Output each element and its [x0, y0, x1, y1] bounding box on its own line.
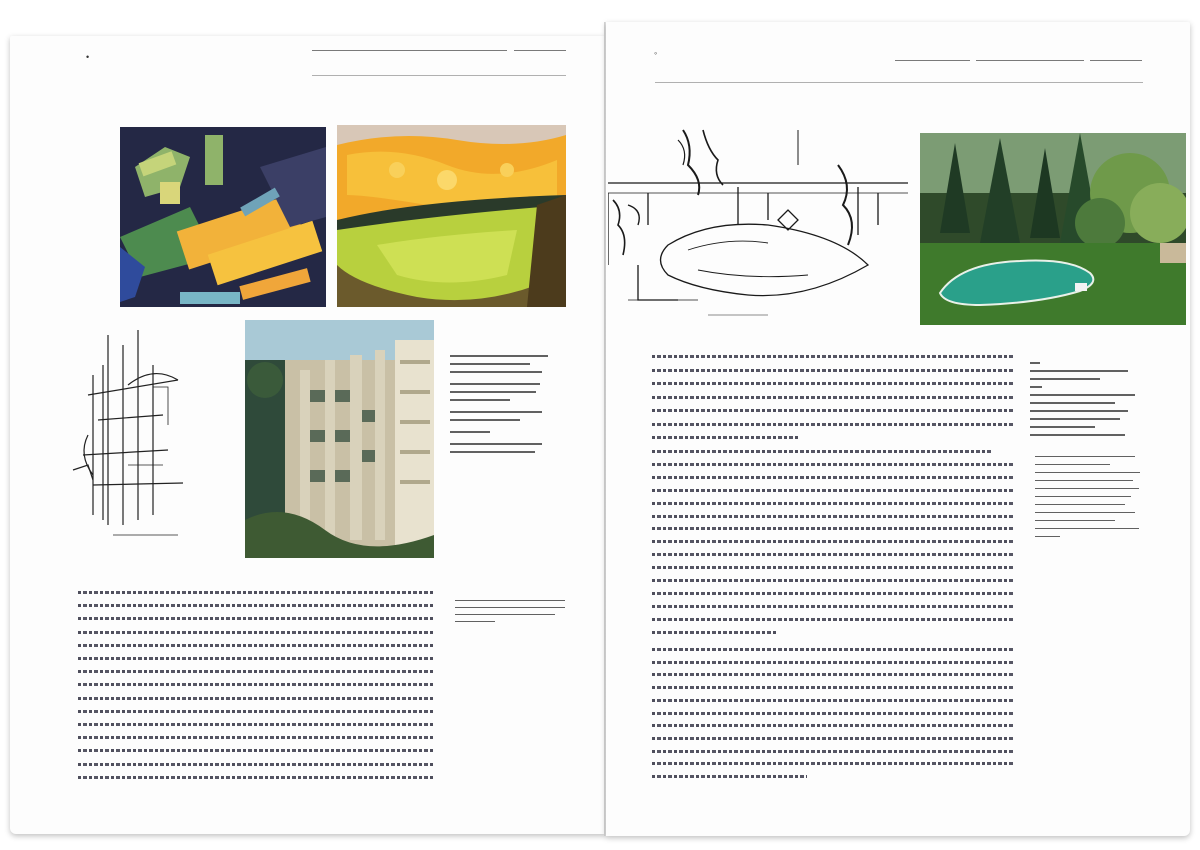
caption-line: [1035, 496, 1131, 497]
caption-line: [1035, 536, 1060, 537]
caption-line: [1030, 410, 1128, 412]
caption-line: [1030, 426, 1095, 428]
body-text-line: [652, 579, 1015, 582]
body-text-line: [78, 710, 434, 713]
caption-line: [450, 419, 520, 421]
caption-line: [450, 363, 530, 365]
caption-line: [1030, 386, 1042, 388]
body-text-line: [652, 712, 1015, 715]
body-text-line: [652, 661, 1015, 664]
caption-line: [455, 607, 565, 608]
body-text-line: [652, 489, 1015, 492]
body-text-line: [78, 749, 434, 752]
body-text-line: [652, 724, 1015, 727]
caption-line: [450, 383, 540, 385]
garden-pool-sketch-image: [608, 125, 908, 320]
body-text-line: [652, 423, 1015, 426]
caption-line: [1035, 464, 1110, 465]
body-text-line: [78, 683, 434, 686]
caption-line: [1035, 520, 1115, 521]
caption-line: [1030, 434, 1125, 436]
body-text-line: [78, 591, 434, 594]
right-header-rule-4: [655, 82, 1143, 83]
body-text-line: [78, 776, 434, 779]
caption-line: [455, 614, 555, 615]
body-text-line: [78, 670, 434, 673]
caption-line: [450, 431, 490, 433]
left-header-rule-3: [312, 75, 566, 76]
body-text-line: [652, 686, 1015, 689]
body-text-line: [652, 605, 1015, 608]
body-text-line: [652, 382, 1015, 385]
right-header-rule: [895, 60, 970, 61]
caption-line: [455, 600, 565, 601]
body-text-line: [652, 502, 1015, 505]
melting-landscape-painting-image: [337, 125, 566, 307]
body-text-line: [78, 617, 434, 620]
caption-line: [1030, 370, 1128, 372]
caption-line: [1030, 402, 1115, 404]
body-text-line: [652, 369, 1015, 372]
caption-line: [455, 621, 495, 622]
body-text-line: [78, 697, 434, 700]
right-page-mark: ◦: [654, 48, 658, 58]
body-text-line: [652, 476, 1015, 479]
body-text-line: [652, 618, 1015, 621]
body-text-line: [652, 737, 1015, 740]
body-text-line: [652, 515, 1015, 518]
abstract-painting-image: [120, 127, 326, 307]
garden-pool-photo-image: [920, 133, 1186, 325]
body-text-line: [78, 631, 434, 634]
caption-line: [450, 451, 535, 453]
body-text-line: [78, 604, 434, 607]
left-header-rule-2: [514, 50, 566, 51]
body-text-line: [652, 566, 1015, 569]
caption-line: [450, 443, 542, 445]
body-text-line: [652, 762, 1015, 765]
architectural-sketch-image: [68, 325, 198, 547]
body-text-line: [652, 527, 1015, 530]
caption-line: [1035, 504, 1125, 505]
body-text-line: [652, 775, 807, 778]
body-text-line: [652, 436, 800, 439]
caption-line: [450, 371, 542, 373]
caption-line: [450, 411, 542, 413]
caption-line: [1035, 472, 1140, 473]
body-text-line: [652, 409, 1015, 412]
body-text-line: [78, 657, 434, 660]
caption-line: [1030, 362, 1040, 364]
caption-line: [1035, 528, 1139, 529]
caption-line: [1035, 512, 1135, 513]
body-text-line: [652, 540, 1015, 543]
caption-line: [1030, 378, 1100, 380]
body-text-line: [652, 699, 1015, 702]
left-header-rule: [312, 50, 507, 51]
caption-line: [1030, 394, 1135, 396]
body-text-line: [78, 736, 434, 739]
right-header-rule-2: [976, 60, 1084, 61]
body-text-line: [652, 553, 1015, 556]
body-text-line: [652, 592, 1015, 595]
caption-line: [1035, 488, 1139, 489]
body-text-line: [652, 648, 1015, 651]
caption-line: [450, 391, 536, 393]
caption-line: [1035, 456, 1135, 457]
body-text-line: [652, 396, 1015, 399]
body-text-line: [652, 631, 777, 634]
caption-line: [450, 355, 548, 357]
left-page-mark: •: [86, 52, 90, 62]
body-text-line: [652, 450, 992, 453]
body-text-line: [652, 355, 1015, 358]
caption-line: [1035, 480, 1133, 481]
body-text-line: [652, 673, 1015, 676]
body-text-line: [78, 763, 434, 766]
body-text-line: [78, 644, 434, 647]
caption-line: [450, 399, 510, 401]
body-text-line: [652, 463, 1015, 466]
building-facade-photo-image: [245, 320, 434, 558]
body-text-line: [78, 723, 434, 726]
right-header-rule-3: [1090, 60, 1142, 61]
caption-line: [1030, 418, 1120, 420]
body-text-line: [652, 750, 1015, 753]
